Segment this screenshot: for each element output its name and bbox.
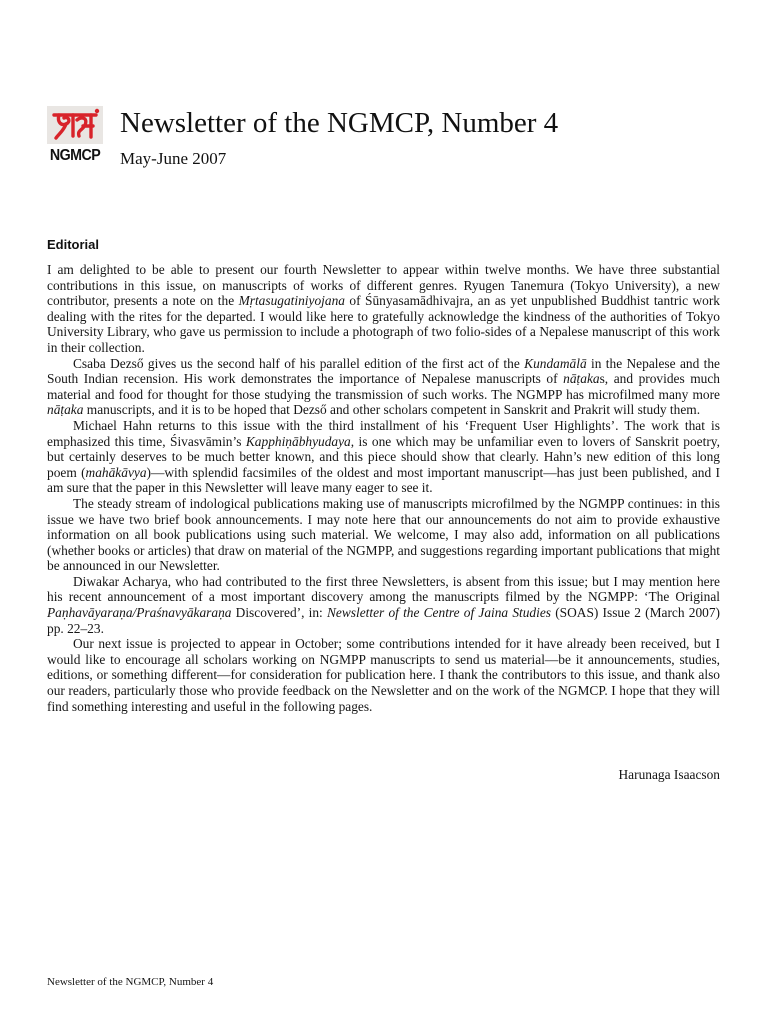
issue-date: May-June 2007 — [120, 149, 227, 168]
paragraph-1: I am delighted to be able to present our fourth Newsletter to appear within twelve months. We have three substantial contributions in this issue, on manuscripts of works of different genres. Ryugen Tanemura (Tokyo University), a new contributor, presents a note on the Mṛtasugatiniyojana of Śūnyasamādhivajra, an as yet unpublished Buddhist tantric work dealing with the rites for the departed. I would like here to gratefully acknowledge the kindness of the authorities of Tokyo University Library, who gave us permission to include a photograph of two folio-sides of a Nepalese manuscript of this work in their collection. — [47, 262, 720, 355]
paragraph-5: Diwakar Acharya, who had contributed to the first three Newsletters, is absent from this issue; but I may mention here his recent announcement of a most important discovery among the manuscripts filmed by the NGMPP: ‘The Original Paṇhavāyaraṇa/Praśnavyākaraṇa Discovered’, in: Newsletter of the Centre of Jaina Studies (SOAS) Issue 2 (March 2007) pp. 22–23. — [47, 573, 720, 636]
ngmcp-logo — [47, 106, 103, 166]
page-footer: Newsletter of the NGMCP, Number 4 — [47, 976, 214, 988]
newsletter-title: Newsletter of the NGMCP, Number 4 — [120, 107, 559, 139]
logo-wordmark: NGMCP — [49, 147, 101, 164]
devanagari-logo-glyph — [47, 106, 103, 144]
paragraph-6: Our next issue is projected to appear in October; some contributions intended for it have already been received, but I would like to encourage all scholars working on NGMPP manuscripts to send us material—be it announcements, studies, editions, or something different—for consideration for publication here. I thank the contributors to this issue, and thank also our readers, particularly those who provide feedback on the Newsletter and on the work of the NGMCP. I hope that they will find something interesting and useful in the following pages. — [47, 636, 720, 714]
editorial-body — [47, 262, 720, 714]
author-signature: Harunaga Isaacson — [618, 767, 720, 782]
paragraph-4: The steady stream of indological publications making use of manuscripts microfilmed by the NGMPP continues: in this issue we have two brief book announcements. I may note here that our announcements do not aim to provide exhaustive information on all book publications using such material. We welcome, I may also add, information on all publications (whether books or articles) that draw on material of the NGMPP, and suggestions regarding important publications that might be announced in our Newsletter. — [47, 495, 720, 574]
paragraph-3: Michael Hahn returns to this issue with the third installment of his ‘Frequent User Highlights’. The work that is emphasized this time, Śivasvāmin’s Kapphiṇābhyudaya, is one which may be unfamiliar even to lovers of Sanskrit poetry, but certainly deserves to be much better known, and this piece should show that clearly. Hahn’s new edition of this long poem (mahākāvya)—with splendid facsimiles of the oldest and most important manuscript—has just been published, and I am sure that the paper in this Newsletter will leave many eager to see it. — [47, 417, 720, 496]
section-heading-editorial: Editorial — [47, 237, 100, 252]
paragraph-2: Csaba Dezső gives us the second half of his parallel edition of the first act of the Kundamālā in the Nepalese and the South Indian recension. His work demonstrates the importance of Nepalese manuscripts of nāṭakas, and provides much material and food for thought for those studying the transmission of such works. The NGMPP has microfilmed many more nāṭaka manuscripts, and it is to be hoped that Dezső and other scholars competent in Sanskrit and Prakrit will study them. — [47, 355, 720, 418]
